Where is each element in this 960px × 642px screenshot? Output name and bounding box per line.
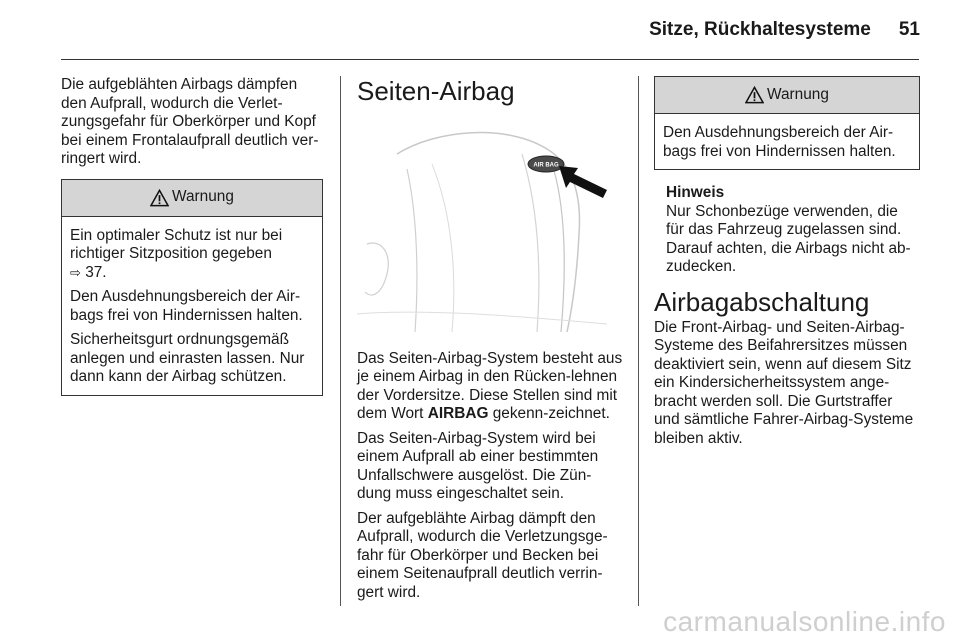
side-airbag-paragraph-1: Das Seiten-Airbag-System besteht aus je einem Airbag in den Rücken-lehnen der Vordersitze. Diese Stellen sind mit dem Wort AIRBAG gekenn-zeichnet. <box>357 349 623 422</box>
section-title: Sitze, Rückhaltesysteme <box>649 19 871 40</box>
warning-header-right <box>655 77 919 114</box>
note-block <box>654 170 920 277</box>
svg-text:AIR BAG: AIR BAG <box>533 162 559 169</box>
warning-triangle-icon <box>745 86 764 104</box>
warning-box <box>61 179 323 396</box>
airbag-badge-icon <box>528 156 564 172</box>
seat-airbag-illustration <box>357 124 623 332</box>
warning-title: Warnung <box>172 188 234 206</box>
intro-paragraph: Die aufgeblähten Airbags dämpfen den Aufprall, wodurch die Verlet-zungsgefahr für Oberkörper und Kopf bei einem Frontalaufprall deutlich ver-ringert wird. <box>61 76 319 167</box>
airbag-keyword: AIRBAG <box>427 405 489 422</box>
note-title: Hinweis <box>666 184 725 201</box>
note-text: Nur Schonbezüge verwenden, die für das Fahrzeug zugelassen sind. Darauf achten, die Airbags nicht ab-zudecken. <box>666 202 911 275</box>
page-header <box>620 10 920 50</box>
header-rule <box>61 59 919 60</box>
warning-title-right: Warnung <box>767 85 829 103</box>
warning-box-right <box>654 76 920 170</box>
side-airbag-paragraph-3: Der aufgeblähte Airbag dämpft den Aufprall, wodurch die Verletzungsge-fahr für Oberkörper und Becken bei einem Seitenaufprall deutlich verrin-gert wird. <box>357 509 608 601</box>
warning-body-right <box>655 114 919 169</box>
column-divider-1 <box>340 76 341 606</box>
warning-header <box>62 180 322 217</box>
warning-text-right: Den Ausdehnungsbereich der Air-bags frei von Hindernissen halten. <box>663 124 896 160</box>
warning-text-3: Sicherheitsgurt ordnungsgemäß anlegen und einrasten lassen. Nur dann kann der Airbag schützen. <box>70 331 305 385</box>
deactivation-paragraph: Die Front-Airbag- und Seiten-Airbag-Systeme des Beifahrersitzes müssen deaktiviert sein, wenn auf diesem Sitz ein Kindersicherheitssystem ange-bracht werden soll. Die Gurtstraffer und sämtliche Fahrer-Airbag-Systeme bleiben aktiv. <box>654 318 914 447</box>
warning-body <box>62 217 322 395</box>
warning-text-1: Ein optimaler Schutz ist nur bei richtiger Sitzposition gegeben ⇨ 37. <box>70 226 283 281</box>
page-ref: 37. <box>85 263 107 281</box>
page-ref-arrow-icon: ⇨ <box>70 264 81 280</box>
watermark: carmanualsonline.info <box>663 606 946 637</box>
section-heading-airbag-deactivation: Airbagabschaltung <box>654 286 870 317</box>
warning-triangle-icon <box>150 189 169 207</box>
column-divider-2 <box>638 76 639 606</box>
section-heading-side-airbag: Seiten-Airbag <box>357 76 515 106</box>
side-airbag-paragraph-2: Das Seiten-Airbag-System wird bei einem Aufprall ab einer bestimmten Unfallschwere ausgelöst. Die Zün-dung muss eingeschaltet sein. <box>357 429 599 502</box>
page-number: 51 <box>898 19 920 40</box>
column-3 <box>654 76 920 454</box>
column-1 <box>61 76 323 396</box>
column-2 <box>357 76 623 608</box>
warning-text-2: Den Ausdehnungsbereich der Air-bags frei von Hindernissen halten. <box>70 288 303 324</box>
